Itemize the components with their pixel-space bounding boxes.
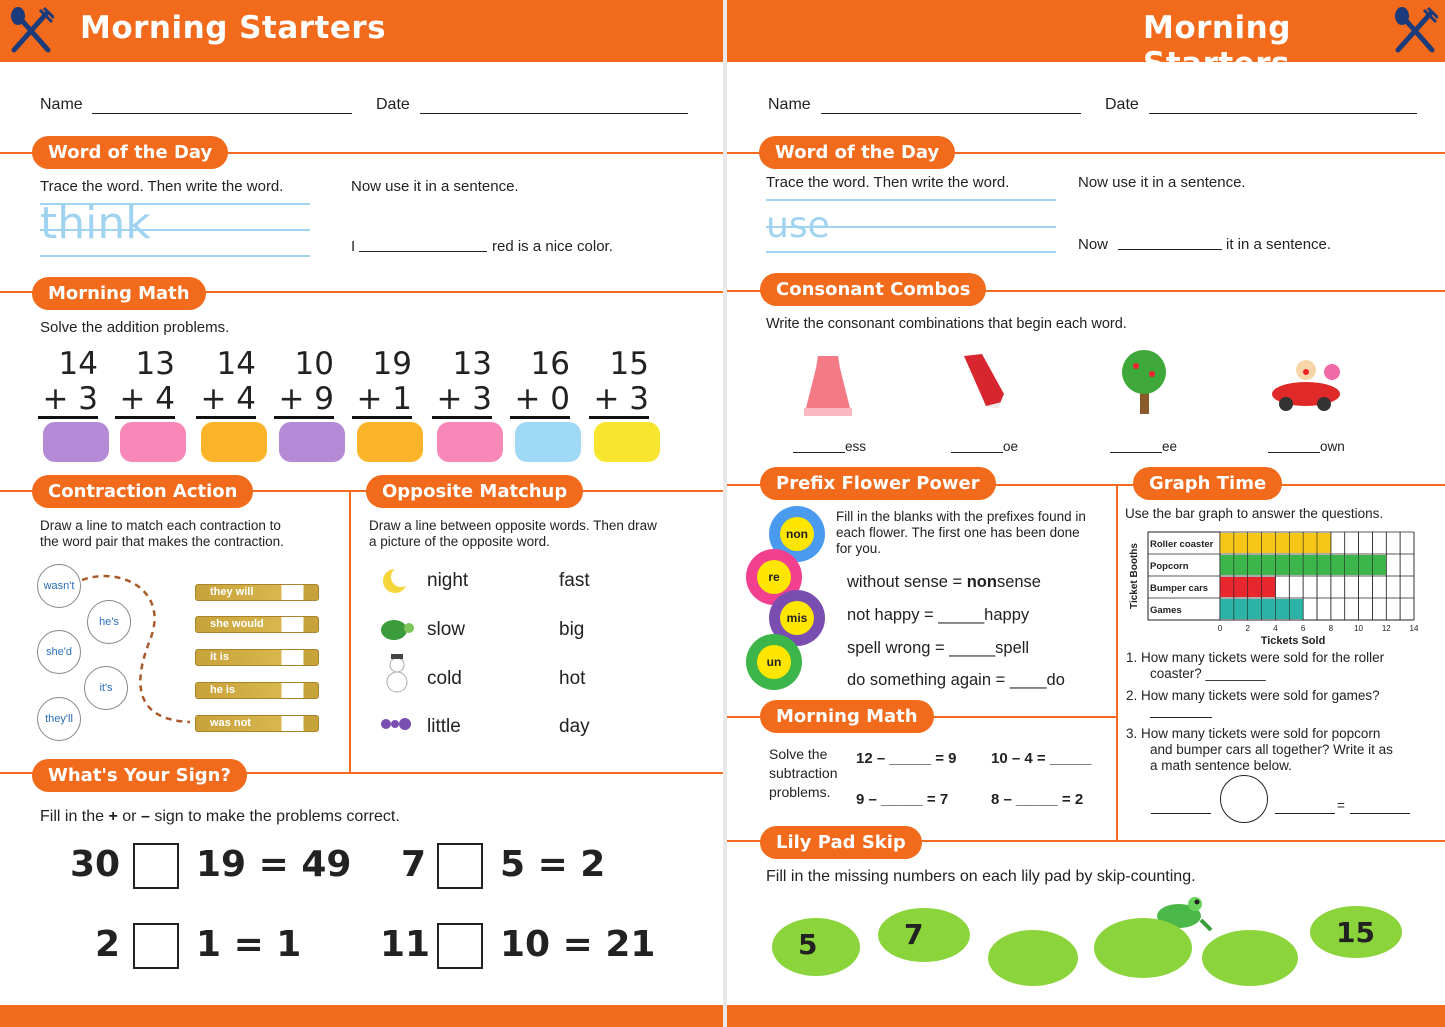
tick-label: 0 [1217, 624, 1223, 633]
instruction-text: Trace the word. Then write the word. [40, 178, 284, 195]
answer-blank[interactable] [1275, 798, 1335, 814]
section-divider [1116, 484, 1118, 840]
section-heading: Prefix Flower Power [760, 467, 996, 500]
sentence-blank[interactable] [359, 236, 487, 252]
sentence-start: I [351, 238, 356, 255]
bar-chart [1122, 528, 1422, 650]
page-spine [723, 0, 727, 1027]
bat-was-not[interactable]: was not [195, 715, 319, 732]
trace-word[interactable]: use [766, 205, 830, 246]
equation-left-operand: 2 [95, 924, 121, 965]
page-title: Morning Starters [80, 10, 387, 46]
lily-pad[interactable] [1094, 918, 1192, 978]
question-1: 1. How many tickets were sold for the roller [1126, 650, 1385, 665]
prefix-line[interactable]: do something again = ____do [847, 671, 1065, 689]
addend-bottom: + 3 [38, 382, 98, 419]
subtraction-problem[interactable]: 10 – 4 = _____ [991, 750, 1092, 767]
prefix-flower: re [757, 560, 791, 594]
guide-line [40, 255, 310, 257]
section-heading: Word of the Day [32, 136, 228, 169]
ant-icon [378, 712, 412, 736]
name-label: Name [768, 96, 811, 113]
instruction-text: Use the bar graph to answer the questions. [1125, 506, 1384, 521]
name-field[interactable] [92, 98, 352, 114]
baseball-shed[interactable]: she'd [37, 630, 81, 674]
instruction-text: Trace the word. Then write the word. [766, 174, 1010, 191]
x-axis-label: Tickets Sold [1260, 635, 1326, 647]
clown-car-icon [1270, 346, 1346, 414]
category-label: Bumper cars [1150, 583, 1209, 594]
instruction-text: Fill in the missing numbers on each lily pad by skip-counting. [766, 868, 1196, 885]
opposite-word-right[interactable]: fast [559, 570, 590, 591]
instruction-text: Now use it in a sentence. [1078, 174, 1246, 191]
equation-left-operand: 30 [70, 844, 121, 885]
answer-blob[interactable] [515, 422, 581, 462]
addend-bottom: + 3 [432, 382, 492, 419]
word-ending: own [1320, 439, 1345, 454]
name-label: Name [40, 96, 83, 113]
answer-blank[interactable] [1151, 798, 1211, 814]
lily-pad-number: 5 [798, 928, 818, 961]
instruction-text: Solve the addition problems. [40, 319, 230, 336]
lily-pad[interactable] [988, 930, 1078, 986]
section-heading: Consonant Combos [760, 273, 986, 306]
category-label: Games [1150, 605, 1182, 616]
dress-icon [800, 352, 856, 420]
shoe-icon [958, 350, 1010, 412]
addend-top: 19 [372, 346, 412, 382]
instruction-text: Now use it in a sentence. [351, 178, 519, 195]
equation-rest: 1 = 1 [196, 924, 302, 965]
instruction-text: Draw a line to match each contraction to [40, 518, 281, 533]
answer-blob[interactable] [201, 422, 267, 462]
tick-label: 6 [1300, 624, 1306, 633]
consonant-blank[interactable] [793, 437, 845, 453]
snowman-icon [380, 654, 414, 694]
turtle-icon [376, 614, 414, 644]
answer-blank[interactable] [1150, 702, 1212, 718]
addend-top: 13 [452, 346, 492, 382]
instruction-text: subtraction [769, 765, 838, 781]
trace-word[interactable]: think [40, 198, 151, 249]
prefix-flower: mis [780, 601, 814, 635]
question-1-cont[interactable]: coaster? ________ [1150, 666, 1266, 681]
word-ending: ess [845, 439, 867, 454]
instruction-text: each flower. The first one has been done [836, 525, 1080, 540]
instruction-text: problems. [769, 784, 831, 800]
equation-left-operand: 7 [401, 844, 427, 885]
opposite-word-right[interactable]: big [559, 619, 585, 640]
bat-they-will[interactable]: they will [195, 584, 319, 601]
prefix-line-part: without sense = [847, 573, 967, 591]
prefix-flower: un [757, 645, 791, 679]
answer-blob[interactable] [594, 422, 660, 462]
section-divider [349, 490, 351, 772]
instruction-part: sign to make the problems correct. [154, 808, 400, 825]
addend-top: 13 [135, 346, 175, 382]
moon-icon [380, 566, 410, 596]
equation-rest: 5 = 2 [500, 844, 606, 885]
plus-sign: + [108, 808, 118, 825]
section-heading: Word of the Day [759, 136, 955, 169]
lily-pad[interactable] [1202, 930, 1298, 986]
sentence-start: Now [1078, 236, 1109, 253]
guide-line [766, 251, 1056, 253]
answer-blob[interactable] [437, 422, 503, 462]
prefix-line-part: sense [996, 573, 1041, 591]
tick-label: 2 [1245, 624, 1250, 633]
instruction-text: Write the consonant combinations that begin each word. [766, 316, 1127, 332]
addend-bottom: + 4 [115, 382, 175, 419]
tick-label: 14 [1409, 624, 1419, 633]
instruction-text: Draw a line between opposite words. Then draw [369, 518, 657, 533]
sign-answer-box[interactable] [133, 843, 179, 889]
answer-blob[interactable] [357, 422, 423, 462]
consonant-blank[interactable] [1268, 437, 1320, 453]
bat-it-is[interactable]: it is [195, 649, 319, 666]
consonant-blank[interactable] [951, 437, 1003, 453]
prefix-flower: non [780, 517, 814, 551]
instruction-text [40, 808, 400, 826]
baseball-hes[interactable]: he's [87, 600, 131, 644]
opposite-word-left[interactable]: slow [427, 619, 466, 640]
date-label: Date [376, 96, 410, 113]
answer-blank[interactable] [1350, 798, 1410, 814]
opposite-word-left[interactable]: night [427, 570, 469, 591]
baseball-wasnt[interactable]: wasn't [37, 564, 81, 608]
word-ending: ee [1162, 439, 1178, 454]
answer-blob[interactable] [279, 422, 345, 462]
sign-answer-box[interactable] [437, 843, 483, 889]
answer-blob[interactable] [43, 422, 109, 462]
category-label: Popcorn [1150, 561, 1189, 572]
opposite-word-left[interactable]: little [427, 716, 461, 737]
date-field[interactable] [420, 98, 688, 114]
date-field[interactable] [1149, 98, 1417, 114]
instruction-text: the word pair that makes the contraction. [40, 534, 284, 549]
instruction-text: Solve the [769, 746, 828, 762]
tick-label: 12 [1381, 624, 1391, 633]
addend-top: 14 [216, 346, 256, 382]
date-label: Date [1105, 96, 1139, 113]
lily-pad-number: 15 [1336, 916, 1375, 949]
equation-rest: 10 = 21 [500, 924, 656, 965]
addend-bottom: + 3 [589, 382, 649, 419]
prefix-answer: non [966, 573, 997, 591]
sign-answer-box[interactable] [133, 923, 179, 969]
lily-pad-number: 7 [904, 918, 924, 951]
equation-rest: 19 = 49 [196, 844, 352, 885]
section-heading: Contraction Action [32, 475, 253, 508]
bat-she-would[interactable]: she would [195, 616, 319, 633]
section-heading: Morning Math [760, 700, 934, 733]
opposite-word-left[interactable]: cold [427, 668, 462, 689]
tick-label: 10 [1354, 624, 1364, 633]
category-label: Roller coaster [1150, 539, 1214, 550]
operator-circle[interactable] [1220, 775, 1268, 823]
minus-sign: – [140, 808, 150, 825]
baseball-its[interactable]: it's [84, 666, 128, 710]
addend-top: 10 [294, 346, 334, 382]
page-title: Morning Starters [1143, 10, 1291, 82]
opposite-word-right[interactable]: day [559, 716, 590, 737]
section-heading: Lily Pad Skip [760, 826, 922, 859]
answer-blob[interactable] [120, 422, 186, 462]
word-ending: oe [1003, 439, 1019, 454]
section-heading: What's Your Sign? [32, 759, 247, 792]
section-heading: Morning Math [32, 277, 206, 310]
instruction-part: or [122, 808, 137, 825]
question-3-cont: a math sentence below. [1150, 758, 1292, 773]
instruction-text: a picture of the opposite word. [369, 534, 550, 549]
fork-spoon-icon [8, 6, 54, 54]
tick-label: 8 [1328, 624, 1334, 633]
section-heading: Graph Time [1133, 467, 1282, 500]
subtraction-problem[interactable]: 9 – _____ = 7 [856, 791, 949, 808]
instruction-part: Fill in the [40, 808, 105, 825]
addend-bottom: + 9 [274, 382, 334, 419]
instruction-text: for you. [836, 541, 882, 556]
consonant-blank[interactable] [1110, 437, 1162, 453]
addend-top: 15 [609, 346, 649, 382]
section-heading: Opposite Matchup [366, 475, 583, 508]
question-2: 2. How many tickets were sold for games? [1126, 688, 1380, 703]
sentence-blank[interactable] [1118, 234, 1222, 250]
prefix-line[interactable]: spell wrong = _____spell [847, 639, 1030, 657]
opposite-word-right[interactable]: hot [559, 668, 586, 689]
addend-bottom: + 1 [352, 382, 412, 419]
question-3-cont: and bumper cars all together? Write it as [1150, 742, 1393, 757]
dashed-connector [60, 570, 200, 730]
addend-top: 16 [530, 346, 570, 382]
addend-bottom: + 0 [510, 382, 570, 419]
tree-icon [1116, 346, 1172, 416]
equals-sign: = [1337, 798, 1345, 813]
instruction-text: Fill in the blanks with the prefixes found in [836, 509, 1086, 524]
sign-answer-box[interactable] [437, 923, 483, 969]
subtraction-problem[interactable]: 12 – _____ = 9 [856, 750, 957, 767]
prefix-line [847, 573, 1041, 592]
tick-label: 4 [1273, 624, 1278, 633]
subtraction-problem[interactable]: 8 – _____ = 2 [991, 791, 1084, 808]
sentence-end: it in a sentence. [1226, 236, 1332, 253]
name-field[interactable] [821, 98, 1081, 114]
bat-he-is[interactable]: he is [195, 682, 319, 699]
addend-top: 14 [58, 346, 98, 382]
prefix-line[interactable]: not happy = _____happy [847, 606, 1030, 624]
lily-pad[interactable] [878, 908, 970, 962]
baseball-theyll[interactable]: they'll [37, 697, 81, 741]
question-3: 3. How many tickets were sold for popcorn [1126, 726, 1381, 741]
sentence-end: red is a nice color. [492, 238, 613, 255]
guide-line [766, 199, 1056, 201]
y-axis-label: Ticket Booths [1129, 543, 1140, 609]
addend-bottom: + 4 [196, 382, 256, 419]
equation-left-operand: 11 [380, 924, 431, 965]
